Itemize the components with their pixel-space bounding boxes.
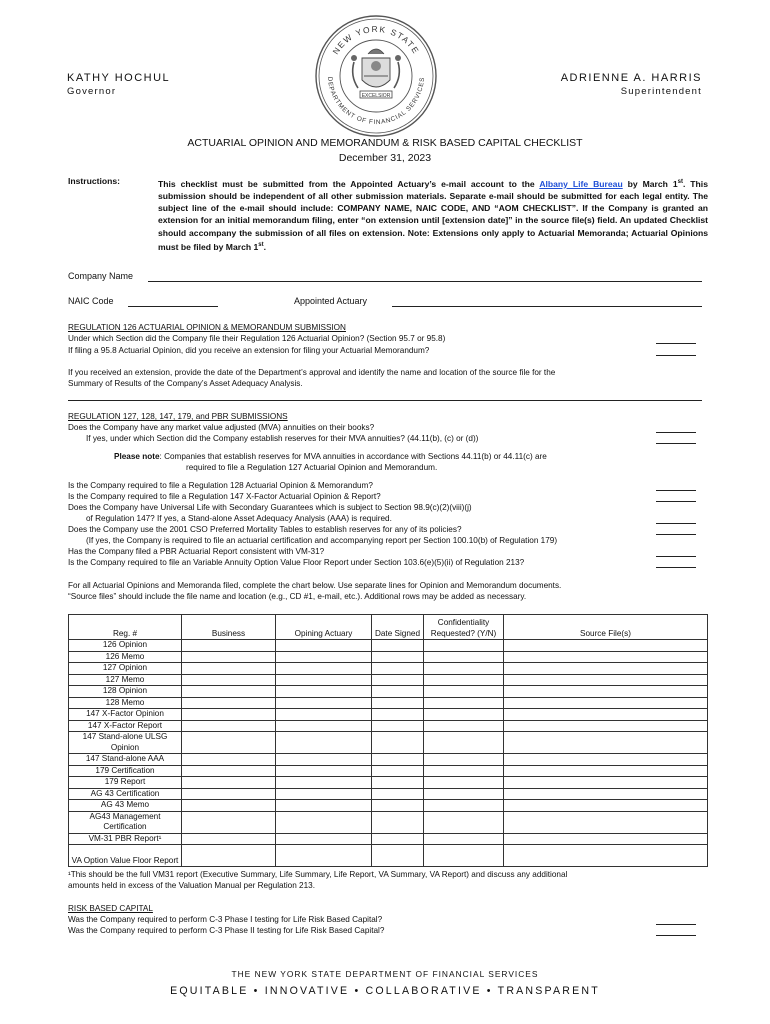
company-name-label: Company Name [68, 271, 134, 281]
appointed-actuary-label: Appointed Actuary [294, 296, 368, 306]
source-files-cell[interactable] [504, 754, 708, 766]
business-cell[interactable] [182, 686, 276, 698]
confidentiality-cell[interactable] [424, 833, 504, 845]
business-cell[interactable] [182, 709, 276, 721]
opining-actuary-cell[interactable] [276, 651, 372, 663]
table-row [69, 845, 708, 867]
confidentiality-cell[interactable] [424, 765, 504, 777]
business-cell[interactable] [182, 788, 276, 800]
table-row [69, 640, 708, 652]
instructions-label: Instructions: [68, 176, 121, 186]
rbc-heading: RISK BASED CAPITAL [68, 904, 153, 913]
business-cell[interactable] [182, 674, 276, 686]
table-row [69, 833, 708, 845]
cso-answer[interactable] [656, 525, 696, 535]
ulsg-answer[interactable] [656, 514, 696, 524]
reg-cell: 128 Memo [69, 697, 182, 709]
reg126-extension-text-1: If you received an extension, provide the date of the Department’s approval and identify the name and location of the source file for the [68, 368, 556, 377]
va-floor-answer[interactable] [656, 558, 696, 568]
date-signed-cell[interactable] [372, 833, 424, 845]
confidentiality-cell[interactable] [424, 720, 504, 732]
footnote-line-2: amounts held in excess of the Valuation Manual per Regulation 213. [68, 881, 315, 890]
date-signed-cell[interactable] [372, 754, 424, 766]
confidentiality-cell[interactable] [424, 754, 504, 766]
date-signed-cell[interactable] [372, 709, 424, 721]
business-cell[interactable] [182, 754, 276, 766]
reg127-mva-section-answer[interactable] [656, 434, 696, 444]
reg127-mva-answer[interactable] [656, 423, 696, 433]
seal-ring-text: DEPARTMENT OF FINANCIAL SERVICES [325, 76, 427, 127]
date-signed-cell[interactable] [372, 800, 424, 812]
reg-cell: 127 Opinion [69, 663, 182, 675]
seal-top-text: NEW YORK STATE [330, 23, 422, 57]
business-cell[interactable] [182, 833, 276, 845]
ulsg-question-line-2: of Regulation 147? If yes, a Stand-alone Asset Adequacy Analysis (AAA) is required. [86, 514, 392, 523]
business-cell[interactable] [182, 732, 276, 754]
reg-cell: 147 X-Factor Report [69, 720, 182, 732]
col-header-confidentiality: Confidentiality Requested? (Y/N) [424, 615, 504, 640]
naic-code-field[interactable] [128, 306, 218, 307]
reg128-question: Is the Company required to file a Regulation 128 Actuarial Opinion & Memorandum? [68, 481, 373, 490]
source-files-cell[interactable] [504, 651, 708, 663]
source-files-cell[interactable] [504, 709, 708, 721]
source-files-cell[interactable] [504, 640, 708, 652]
reg-cell: 147 X-Factor Opinion [69, 709, 182, 721]
confidentiality-cell[interactable] [424, 640, 504, 652]
opining-actuary-cell[interactable] [276, 720, 372, 732]
superintendent-title: Superintendent [620, 86, 702, 97]
table-row [69, 777, 708, 789]
confidentiality-cell[interactable] [424, 663, 504, 675]
business-cell[interactable] [182, 765, 276, 777]
naic-code-label: NAIC Code [68, 296, 114, 306]
reg-cell: VM-31 PBR Report¹ [69, 833, 182, 845]
business-cell[interactable] [182, 720, 276, 732]
reg-cell: 179 Report [69, 777, 182, 789]
confidentiality-cell[interactable] [424, 697, 504, 709]
date-signed-cell[interactable] [372, 845, 424, 867]
opining-actuary-cell[interactable] [276, 686, 372, 698]
col-header-opining-actuary: Opining Actuary [276, 615, 372, 640]
albany-life-bureau-link[interactable]: Albany Life Bureau [539, 178, 623, 189]
source-files-cell[interactable] [504, 686, 708, 698]
page-date: December 31, 2023 [338, 152, 432, 164]
source-files-cell[interactable] [504, 777, 708, 789]
cso-note: (If yes, the Company is required to file an actuarial certification and accompanying report per Section 100.10(b) of Regulation 179) [86, 536, 558, 545]
table-row [69, 788, 708, 800]
pbr-question: Has the Company filed a PBR Actuarial Report consistent with VM-31? [68, 547, 325, 556]
pbr-answer[interactable] [656, 547, 696, 557]
va-floor-question: Is the Company required to file an Variable Annuity Option Value Floor Report under Section 103.6(e)(5)(ii) of Regulation 213? [68, 558, 525, 567]
source-files-cell[interactable] [504, 833, 708, 845]
reg126-extension-field[interactable] [68, 400, 702, 401]
business-cell[interactable] [182, 663, 276, 675]
reg126-extension-text-2: Summary of Results of the Company’s Asset Adequacy Analysis. [68, 379, 303, 388]
ulsg-question-line-1: Does the Company have Universal Life with Secondary Guarantees which is subject to Section 98.9(c)(2)(viii)(j) [68, 503, 472, 512]
opining-actuary-cell[interactable] [276, 674, 372, 686]
reg127-question-mva: Does the Company have any market value adjusted (MVA) annuities on their books? [68, 423, 375, 432]
reg126-heading: REGULATION 126 ACTUARIAL OPINION & MEMORANDUM SUBMISSION [68, 323, 346, 332]
date-signed-cell[interactable] [372, 674, 424, 686]
opining-actuary-cell[interactable] [276, 732, 372, 754]
date-signed-cell[interactable] [372, 686, 424, 698]
table-row [69, 754, 708, 766]
reg-cell: 126 Memo [69, 651, 182, 663]
company-name-field[interactable] [148, 281, 702, 282]
table-row [69, 651, 708, 663]
reg126-question-extension: If filing a 95.8 Actuarial Opinion, did you receive an extension for filing your Actuarial Memorandum? [68, 346, 430, 355]
confidentiality-cell[interactable] [424, 686, 504, 698]
reg127-question-mva-section: If yes, under which Section did the Company establish reserves for their MVA annuities? (44.11(b), (c) or (d)) [86, 434, 479, 443]
reg126-section-answer[interactable] [656, 334, 696, 344]
confidentiality-cell[interactable] [424, 732, 504, 754]
date-signed-cell[interactable] [372, 651, 424, 663]
reg-cell: 126 Opinion [69, 640, 182, 652]
reg127-note-line-2: required to file a Regulation 127 Actuarial Opinion and Memorandum. [186, 463, 438, 472]
col-header-business: Business [182, 615, 276, 640]
source-files-cell[interactable] [504, 674, 708, 686]
reg126-question-section: Under which Section did the Company file their Regulation 126 Actuarial Opinion? (Section 95.7 or 95.8) [68, 334, 446, 343]
confidentiality-cell[interactable] [424, 845, 504, 867]
date-signed-cell[interactable] [372, 777, 424, 789]
appointed-actuary-field[interactable] [392, 306, 702, 307]
date-signed-cell[interactable] [372, 640, 424, 652]
opining-actuary-cell[interactable] [276, 765, 372, 777]
table-row [69, 811, 708, 833]
table-row [69, 686, 708, 698]
reg-cell: 147 Stand-alone AAA [69, 754, 182, 766]
footnote-line-1: ¹This should be the full VM31 report (Executive Summary, Life Summary, Life Report, VA Summary, VA Report) and discuss any additional [68, 870, 568, 879]
source-files-cell[interactable] [504, 811, 708, 833]
source-files-cell[interactable] [504, 732, 708, 754]
instructions-text: This checklist must be submitted from the Appointed Actuary’s e-mail account to the Albany Life Bureau by March 1st. This submission should be independent of all other submission materials. Separate e-mail should be submitted for each legal entity. The subject line of the e-mail should include: COMPANY NAME, NAIC CODE, AND “AOM CHECKLIST”. If the Company is granted an extension for an initial memorandum filing, enter “on extension until [extension date]” in the source file(s) field. An updated Checklist should accompany the submission of all files on extension. Note: Extensions only apply to Actuarial Memoranda; Actuarial Opinions must be filed by March 1st. [158, 178, 708, 252]
opining-actuary-cell[interactable] [276, 833, 372, 845]
footer-department: THE NEW YORK STATE DEPARTMENT OF FINANCIAL SERVICES [231, 969, 539, 979]
superintendent-name: ADRIENNE A. HARRIS [560, 72, 702, 84]
rbc-question-phase1: Was the Company required to perform C-3 Phase I testing for Life Risk Based Capital? [68, 915, 383, 924]
opining-actuary-cell[interactable] [276, 788, 372, 800]
reg126-extension-answer[interactable] [656, 346, 696, 356]
business-cell[interactable] [182, 651, 276, 663]
opining-actuary-cell[interactable] [276, 811, 372, 833]
business-cell[interactable] [182, 811, 276, 833]
governor-name: KATHY HOCHUL [67, 72, 171, 84]
business-cell[interactable] [182, 640, 276, 652]
filing-chart-table [68, 614, 708, 867]
business-cell[interactable] [182, 800, 276, 812]
reg-cell: 147 Stand-alone ULSG Opinion [69, 732, 182, 754]
date-signed-cell[interactable] [372, 811, 424, 833]
business-cell[interactable] [182, 777, 276, 789]
date-signed-cell[interactable] [372, 788, 424, 800]
reg147-question: Is the Company required to file a Regulation 147 X-Factor Actuarial Opinion & Report? [68, 492, 381, 501]
seal-banner: EXCELSIOR [361, 93, 391, 99]
reg-cell: VA Option Value Floor Report [69, 845, 182, 867]
opining-actuary-cell[interactable] [276, 777, 372, 789]
opining-actuary-cell[interactable] [276, 800, 372, 812]
table-row [69, 732, 708, 754]
reg-cell: 127 Memo [69, 674, 182, 686]
source-files-cell[interactable] [504, 788, 708, 800]
col-header-reg: Reg. # [69, 615, 182, 640]
source-files-cell[interactable] [504, 697, 708, 709]
reg147-answer[interactable] [656, 492, 696, 502]
business-cell[interactable] [182, 697, 276, 709]
reg128-answer[interactable] [656, 481, 696, 491]
col-header-date-signed: Date Signed [372, 615, 424, 640]
source-files-cell[interactable] [504, 720, 708, 732]
confidentiality-cell[interactable] [424, 788, 504, 800]
table-row [69, 674, 708, 686]
opining-actuary-cell[interactable] [276, 709, 372, 721]
reg-cell: 179 Certification [69, 765, 182, 777]
footer-values: EQUITABLE • INNOVATIVE • COLLABORATIVE • TRANSPARENT [170, 985, 600, 997]
date-signed-cell[interactable] [372, 663, 424, 675]
reg-cell: AG 43 Certification [69, 788, 182, 800]
table-row [69, 697, 708, 709]
table-row [69, 663, 708, 675]
confidentiality-cell[interactable] [424, 674, 504, 686]
rbc-question-phase2: Was the Company required to perform C-3 Phase II testing for Life Risk Based Capital? [68, 926, 385, 935]
source-files-cell[interactable] [504, 663, 708, 675]
opining-actuary-cell[interactable] [276, 697, 372, 709]
cso-question: Does the Company use the 2001 CSO Preferred Mortality Tables to establish reserves for any of its policies? [68, 525, 462, 534]
chart-intro-line-1: For all Actuarial Opinions and Memoranda filed, complete the chart below. Use separate lines for Opinion and Memorandum documents. [68, 581, 562, 590]
business-cell[interactable] [182, 845, 276, 867]
date-signed-cell[interactable] [372, 732, 424, 754]
table-row [69, 709, 708, 721]
date-signed-cell[interactable] [372, 765, 424, 777]
opining-actuary-cell[interactable] [276, 845, 372, 867]
confidentiality-cell[interactable] [424, 811, 504, 833]
table-row [69, 800, 708, 812]
reg127-heading: REGULATION 127, 128, 147, 179, and PBR SUBMISSIONS [68, 412, 288, 421]
confidentiality-cell[interactable] [424, 800, 504, 812]
rbc-phase2-answer[interactable] [656, 926, 696, 936]
confidentiality-cell[interactable] [424, 651, 504, 663]
opining-actuary-cell[interactable] [276, 663, 372, 675]
governor-title: Governor [67, 86, 117, 97]
date-signed-cell[interactable] [372, 720, 424, 732]
reg-cell: 128 Opinion [69, 686, 182, 698]
reg-cell: AG 43 Memo [69, 800, 182, 812]
source-files-cell[interactable] [504, 845, 708, 867]
reg127-note-line-1: Please note: Companies that establish reserves for MVA annuities in accordance with Sections 44.11(b) or 44.11(c) are [114, 452, 547, 461]
col-header-source-files: Source File(s) [504, 615, 708, 640]
source-files-cell[interactable] [504, 765, 708, 777]
opining-actuary-cell[interactable] [276, 640, 372, 652]
nys-dfs-seal [314, 14, 438, 138]
source-files-cell[interactable] [504, 800, 708, 812]
table-row [69, 765, 708, 777]
table-row [69, 720, 708, 732]
confidentiality-cell[interactable] [424, 709, 504, 721]
page-title: ACTUARIAL OPINION AND MEMORANDUM & RISK BASED CAPITAL CHECKLIST [187, 137, 583, 149]
rbc-phase1-answer[interactable] [656, 915, 696, 925]
confidentiality-cell[interactable] [424, 777, 504, 789]
opining-actuary-cell[interactable] [276, 754, 372, 766]
reg-cell: AG43 Management Certification [69, 811, 182, 833]
date-signed-cell[interactable] [372, 697, 424, 709]
chart-intro-line-2: “Source files” should include the file name and location (e.g., CD #1, e-mail, etc.). Additional rows may be added as necessary. [68, 592, 527, 601]
